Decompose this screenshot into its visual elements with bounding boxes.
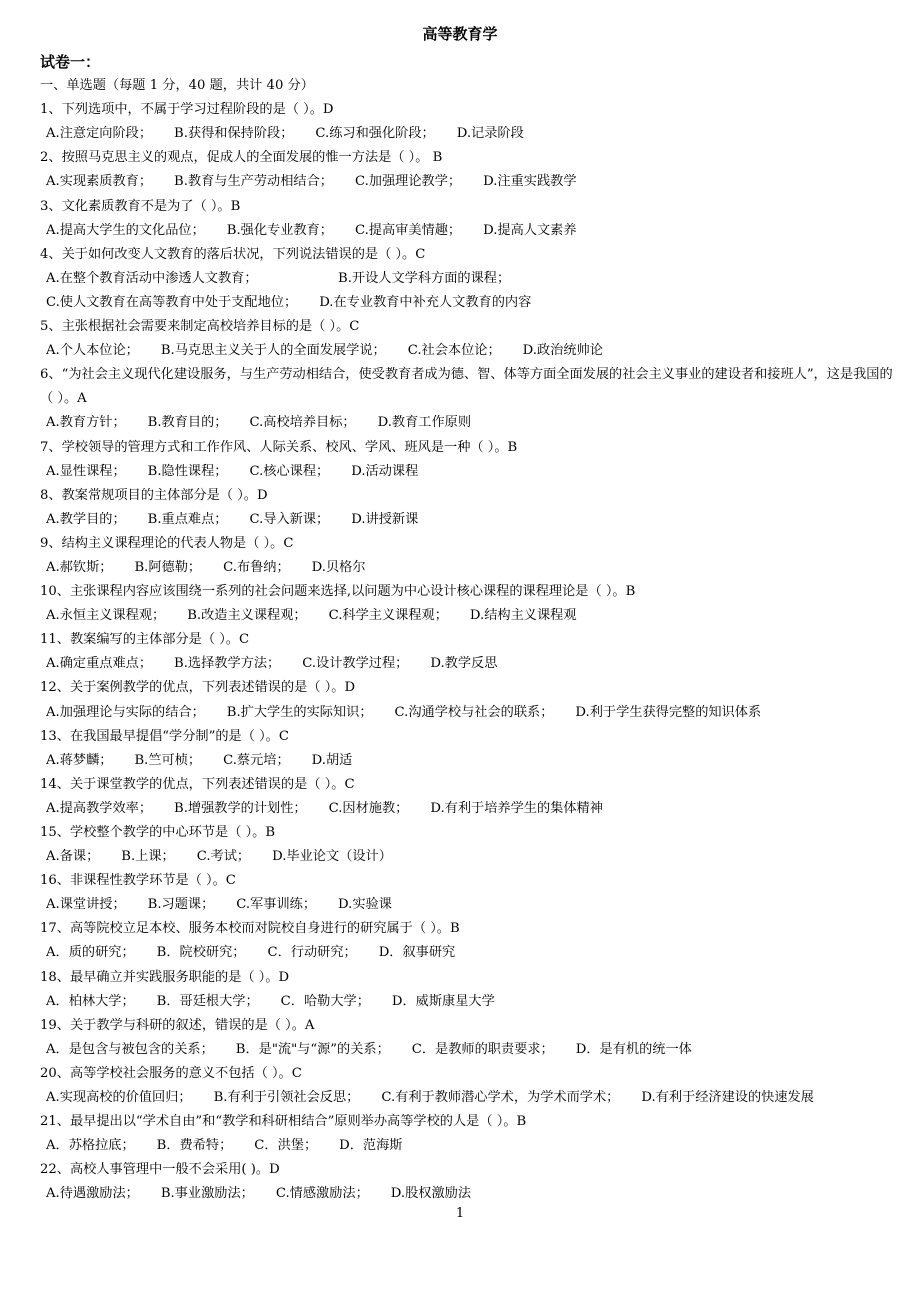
question-options bbox=[40, 267, 900, 291]
option-c: C.设计教学过程； bbox=[302, 656, 409, 672]
option-d: D.教学反思 bbox=[430, 656, 498, 672]
option-b: B.阿德勒； bbox=[134, 559, 202, 575]
option-b: B.教育与生产劳动相结合； bbox=[174, 174, 333, 190]
option-b: B.有利于引领社会反思； bbox=[213, 1090, 360, 1106]
option-c: C.导入新课； bbox=[249, 511, 330, 527]
question-options bbox=[40, 339, 900, 363]
question-stem: 11、教案编写的主体部分是（ ）。C bbox=[40, 632, 250, 648]
question-options bbox=[40, 170, 900, 194]
question-stem: 5、主张根据社会需要来制定高校培养目标的是（ ）。C bbox=[40, 319, 360, 335]
question-options bbox=[40, 604, 900, 628]
option-b: B.马克思主义关于人的全面发展学说； bbox=[160, 343, 386, 359]
option-c: C.高校培养目标； bbox=[249, 415, 356, 431]
question-stem: 6、“为社会主义现代化建设服务，与生产劳动相结合，使受教育者成为德、智、体等方面全面发展的社会主义事业的建设者和接班人”，这是我国的（ ）。A bbox=[40, 367, 893, 407]
option-d: D.活动课程 bbox=[351, 463, 419, 479]
option-a: A.确定重点难点； bbox=[46, 656, 153, 672]
option-d: D.有利于经济建设的快速发展 bbox=[641, 1090, 814, 1106]
option-c: C.提高审美情趣； bbox=[354, 222, 462, 238]
option-a: A.蒋梦麟； bbox=[46, 752, 113, 768]
option-b: B.教育目的； bbox=[147, 415, 228, 431]
document-body bbox=[40, 50, 900, 1207]
option-d: D.教育工作原则 bbox=[377, 415, 472, 431]
option-b: B.开设人文学科方面的课程； bbox=[338, 270, 511, 286]
option-d: D.结构主义课程观 bbox=[469, 608, 577, 624]
option-c: C.有利于教师潜心学术，为学术而学术； bbox=[381, 1090, 620, 1106]
option-d: D.胡适 bbox=[311, 752, 353, 768]
option-b: B.重点难点； bbox=[147, 511, 228, 527]
page-number: 1 bbox=[455, 1206, 465, 1221]
question-options bbox=[40, 893, 900, 917]
question-stem: 21、最早提出以“学术自由”和“教学和科研相结合”原则举办高等学校的人是（ ）。B bbox=[40, 1114, 527, 1130]
option-c: C.情感激励法； bbox=[275, 1186, 369, 1202]
document-title: 高等教育学 bbox=[422, 25, 498, 43]
option-a: A.教育方针； bbox=[46, 415, 126, 431]
option-a: A.提高教学效率； bbox=[46, 800, 153, 816]
option-a: A.在整个教育活动中渗透人文教育； bbox=[46, 270, 258, 286]
question-list bbox=[40, 98, 900, 1206]
option-b: B.改造主义课程观； bbox=[187, 608, 307, 624]
option-a: A．苏格拉底； bbox=[46, 1138, 135, 1154]
question-options bbox=[40, 701, 900, 725]
question-stem: 7、学校领导的管理方式和工作作风、人际关系、校风、学风、班风是一种（ ）。B bbox=[40, 439, 518, 455]
option-a: A.个人本位论； bbox=[46, 343, 139, 359]
option-a: A．质的研究； bbox=[46, 945, 135, 961]
option-c: C.核心课程； bbox=[249, 463, 330, 479]
option-d: D．威斯康星大学 bbox=[391, 993, 495, 1009]
option-d: D.股权激励法 bbox=[390, 1186, 472, 1202]
option-b: B.扩大学生的实际知识； bbox=[226, 704, 373, 720]
option-a: A．柏林大学； bbox=[46, 993, 135, 1009]
option-a: A.显性课程； bbox=[46, 463, 126, 479]
option-d: D.政治统帅论 bbox=[522, 343, 603, 359]
question-stem: 18、最早确立并实践服务职能的是（ ）。D bbox=[40, 969, 290, 985]
option-d: D.在专业教育中补充人文教育的内容 bbox=[319, 294, 532, 310]
question-stem: 3、文化素质教育不是为了（ ）。B bbox=[40, 198, 241, 214]
option-b: B．是"流"与“源”的关系； bbox=[235, 1041, 390, 1057]
option-b: B．费希特； bbox=[156, 1138, 233, 1154]
question-stem: 20、高等学校社会服务的意义不包括（ ）。C bbox=[40, 1065, 302, 1081]
option-c: C．哈勒大学； bbox=[280, 993, 370, 1009]
question-options bbox=[40, 508, 900, 532]
question-stem: 2、按照马克思主义的观点，促成人的全面发展的惟一方法是（ ）。 B bbox=[40, 150, 443, 166]
question-stem: 9、结构主义课程理论的代表人物是（ ）。C bbox=[40, 535, 294, 551]
option-b: B.选择教学方法； bbox=[174, 656, 281, 672]
option-c: C．洪堡； bbox=[254, 1138, 318, 1154]
option-c: C.因材施教； bbox=[328, 800, 409, 816]
question-stem: 4、关于如何改变人文教育的落后状况，下列说法错误的是（ ）。C bbox=[40, 246, 426, 262]
option-c: C.蔡元培； bbox=[223, 752, 290, 768]
option-a: A.课堂讲授； bbox=[46, 897, 126, 913]
option-a: A．是包含与被包含的关系； bbox=[46, 1041, 214, 1057]
option-b: B．院校研究； bbox=[156, 945, 246, 961]
option-d: D．是有机的统一体 bbox=[575, 1041, 692, 1057]
option-d: D．范海斯 bbox=[339, 1138, 403, 1154]
option-c: C.社会本位论； bbox=[407, 343, 501, 359]
option-a: A.教学目的； bbox=[46, 511, 126, 527]
option-c: C.练习和强化阶段； bbox=[315, 126, 435, 142]
option-d: D．叙事研究 bbox=[378, 945, 456, 961]
option-d: D.毕业论文（设计） bbox=[272, 849, 392, 865]
question-stem: 1、下列选项中，不属于学习过程阶段的是（ ）。D bbox=[40, 102, 334, 118]
question-stem: 16、非课程性教学环节是（ ）。C bbox=[40, 873, 236, 889]
option-b: B.增强教学的计划性； bbox=[174, 800, 307, 816]
option-c: C.军事训练； bbox=[236, 897, 317, 913]
option-c: C．是教师的职责要求； bbox=[411, 1041, 554, 1057]
question-stem: 8、教案常规项目的主体部分是（ ）。D bbox=[40, 487, 268, 503]
question-options bbox=[40, 219, 900, 243]
question-stem: 10、主张课程内容应该围绕一系列的社会问题来选择,以问题为中心设计核心课程的课程理论是（ ）。B bbox=[40, 584, 636, 600]
option-a: A.永恒主义课程观； bbox=[46, 608, 166, 624]
question-options bbox=[40, 1134, 900, 1158]
option-d: D.利于学生获得完整的知识体系 bbox=[575, 704, 762, 720]
option-b: B.上课； bbox=[121, 849, 175, 865]
option-a: A.实现高校的价值回归； bbox=[46, 1090, 192, 1106]
question-options bbox=[40, 1038, 900, 1062]
option-c: C.考试； bbox=[196, 849, 251, 865]
question-stem: 12、关于案例教学的优点，下列表述错误的是（ ）。D bbox=[40, 680, 356, 696]
question-options bbox=[40, 797, 900, 821]
question-options bbox=[40, 749, 900, 773]
option-a: A.待遇激励法； bbox=[46, 1186, 139, 1202]
question-options bbox=[40, 990, 900, 1014]
option-a: A.实现素质教育； bbox=[46, 174, 153, 190]
question-options bbox=[40, 1086, 900, 1110]
option-c: C.科学主义课程观； bbox=[328, 608, 448, 624]
option-b: B.竺可桢； bbox=[134, 752, 202, 768]
question-options bbox=[40, 652, 900, 676]
question-options bbox=[40, 411, 900, 435]
option-c: C.加强理论教学； bbox=[354, 174, 462, 190]
option-b: B.习题课； bbox=[147, 897, 215, 913]
option-d: D.实验课 bbox=[338, 897, 392, 913]
option-b: B.隐性课程； bbox=[147, 463, 228, 479]
question-options bbox=[40, 1182, 900, 1206]
question-stem: 14、关于课堂教学的优点，下列表述错误的是（ ）。C bbox=[40, 776, 355, 792]
part-heading: 一、单选题（每题 1 分，40 题，共计 40 分） bbox=[40, 78, 314, 94]
option-c: C．行动研究； bbox=[267, 945, 357, 961]
option-a: A.提高大学生的文化品位； bbox=[46, 222, 205, 238]
option-a: A.郝钦斯； bbox=[46, 559, 113, 575]
section-heading: 试卷一： bbox=[40, 53, 101, 71]
question-options bbox=[40, 941, 900, 965]
option-b: B.事业激励法； bbox=[160, 1186, 254, 1202]
question-options bbox=[40, 122, 900, 146]
question-options bbox=[40, 460, 900, 484]
question-options bbox=[40, 845, 900, 869]
option-d: D.记录阶段 bbox=[456, 126, 524, 142]
option-d: D.贝格尔 bbox=[311, 559, 366, 575]
option-c: C.布鲁纳； bbox=[223, 559, 290, 575]
option-b: B．哥廷根大学； bbox=[156, 993, 259, 1009]
option-a: A.注意定向阶段； bbox=[46, 126, 153, 142]
option-c: C.使人文教育在高等教育中处于支配地位； bbox=[46, 294, 298, 310]
option-b: B.强化专业教育； bbox=[226, 222, 333, 238]
option-a: A.加强理论与实际的结合； bbox=[46, 704, 205, 720]
question-options bbox=[40, 291, 900, 315]
question-stem: 19、关于教学与科研的叙述，错误的是（ ）。A bbox=[40, 1017, 315, 1033]
question-stem: 22、高校人事管理中一般不会采用( )。D bbox=[40, 1162, 280, 1178]
option-a: A.备课； bbox=[46, 849, 100, 865]
option-d: D.提高人文素养 bbox=[483, 222, 577, 238]
option-d: D.注重实践教学 bbox=[483, 174, 577, 190]
option-c: C.沟通学校与社会的联系； bbox=[394, 704, 554, 720]
question-stem: 17、高等院校立足本校、服务本校而对院校自身进行的研究属于（ ）。B bbox=[40, 921, 460, 937]
option-d: D.有利于培养学生的集体精神 bbox=[430, 800, 603, 816]
option-d: D.讲授新课 bbox=[351, 511, 419, 527]
question-stem: 15、学校整个教学的中心环节是（ ）。B bbox=[40, 825, 276, 840]
question-options bbox=[40, 556, 900, 580]
option-b: B.获得和保持阶段； bbox=[174, 126, 294, 142]
question-stem: 13、在我国最早提倡“学分制”的是（ ）。C bbox=[40, 728, 289, 744]
